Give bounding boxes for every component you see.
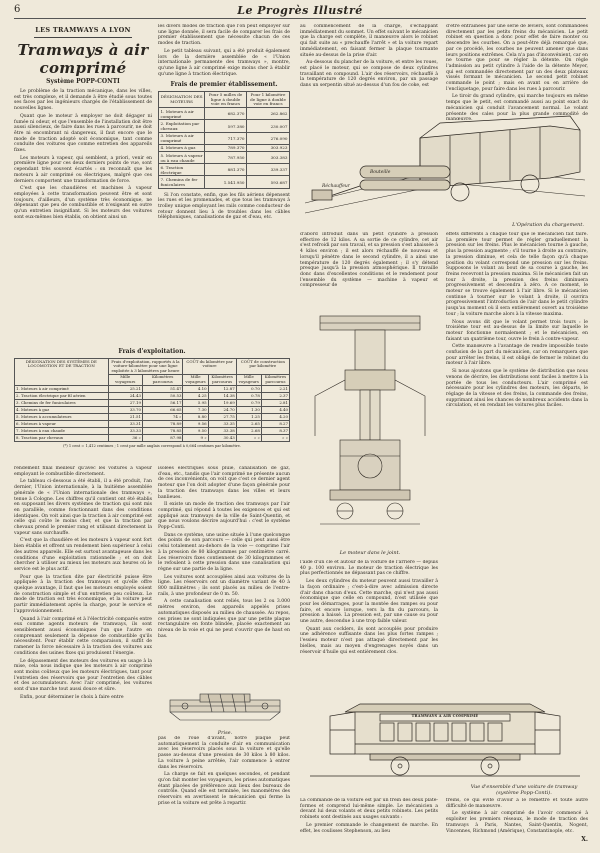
column-4-mid: [446, 232, 588, 552]
paragraph: Enfin, pour déterminer le choix à faire entre: [20, 694, 124, 700]
row-label: 6. Traction électrique: [159, 164, 205, 176]
table-row: [15, 406, 290, 413]
table-cell: 27.75: [208, 413, 236, 420]
column-3-mid: [300, 232, 438, 304]
table-cell: 33.38: [208, 427, 236, 434]
table-cell: 8.27: [261, 420, 289, 427]
table-cell: 9.50: [183, 427, 208, 434]
table-cell: 717.370: [205, 132, 247, 144]
figure-caption: Le moteur dans le joint.: [339, 550, 401, 556]
table-row: [159, 164, 290, 176]
table-cell: 597.380: [205, 120, 247, 132]
table-cell: 4.25: [183, 392, 208, 399]
tram-illustration: [300, 690, 588, 780]
table-cell: 0.79: [236, 399, 261, 406]
row-label: 7. Moteurs à eau chaude: [15, 427, 109, 434]
paragraph: l'aide d'un clé et autour de la voiture de l'arrière — depuis 40 p. 100 environ. Le moteur de traction électrique les plus perfectionnés ne dépassant pas ce chiffre.: [300, 560, 438, 577]
table-header: DÉSIGNATION DES SYSTÈMES DE LOCOMOTION ET DE TRACTION: [15, 359, 109, 386]
table-row: [15, 392, 290, 399]
table-cell: 2.21: [261, 385, 289, 392]
figure-prise: [160, 688, 290, 734]
figure-label-bouteille: Bouteille: [370, 170, 391, 175]
chargement-illustration: [300, 108, 588, 220]
column-2-bottom: [158, 466, 290, 686]
table-cell: 33.35: [208, 420, 236, 427]
signature: X.: [581, 836, 588, 844]
table-cell: 36 »: [108, 434, 142, 441]
paragraph: Les deux cylindres du moteur peuvent aussi travailler à la façon ordinaire ; c'est-à-dire avec admission directe d'air dans chacun d'eux. Cette marche, qui n'est pas aussi économique que celle en compound, n'est utilisée que pour les démarrages, pour la montée des rampes ou pour faire, et encore lorsque, vers la fin du parcours, la pression a baissé. La pression est, par une cause ou pour une autre, descendue à une trop faible valeur.: [300, 579, 438, 625]
table-cell: 33.31: [108, 420, 142, 427]
figure-caption: Prise.: [217, 730, 233, 736]
paragraph: Le tiroir du grand cylindre, qui marche toujours en même temps que le petit, est commandé aussi au point exact du mécanicien qui conduit l'avancement normal. Le volant présente des cales pour la plus grande commodité de manœuvre.: [446, 94, 588, 123]
paragraph: Les voitures sont accouplées ainsi aux voitures de la ligne. Les réservoirs ont un diamètre variant de 40 à 800 millimètres ; ils sont placés au milieu de l'entre-rails, à une profondeur de 0 m. 50.: [158, 574, 290, 597]
table-cell: » »: [261, 434, 289, 441]
table-cell: 78.85: [142, 427, 182, 434]
paragraph: La commande de la voiture est par un frein des deux plate-formes et comprend lui-même simple. Le mécanicien a devant lui deux volants et deux petits robinets. Les petits robinets sont destinés aux usages suivants :: [300, 798, 438, 821]
table-row: [159, 108, 290, 120]
table-cell: 5.95: [183, 399, 208, 406]
table-row: [15, 399, 290, 406]
table-row: [15, 385, 290, 392]
moteur-illustration: [300, 306, 440, 546]
table-cell: 276.090: [247, 132, 290, 144]
paragraph: les divers modes de traction que l'on peut employer sur une ligne donnée, il sera facile de comparer les frais de premier établissement que nécessite chacun de ces modes de traction.: [158, 24, 290, 47]
table-row: [159, 132, 290, 144]
row-label: 1. Moteurs à air comprimé: [15, 385, 109, 392]
figure-chargement: [300, 108, 588, 228]
table-cell: 303.923: [247, 144, 290, 151]
table-cell: 4.20: [261, 413, 289, 420]
figure-caption: Vue d'ensemble d'une voiture de tramway (système Popp-Conti).: [470, 784, 578, 796]
table-header: COÛT de construction par kilomètre: [236, 359, 289, 375]
article-subtitle: Système POPP-CONTI: [46, 78, 120, 85]
table-etablissement: [158, 91, 290, 188]
table-row: [15, 420, 290, 427]
table-cell: 789.370: [205, 144, 247, 151]
table-cell: 2.37: [261, 392, 289, 399]
table-cell: 2.68: [236, 427, 261, 434]
table-cell: 2.65: [236, 420, 261, 427]
table-cell: 14.38: [208, 392, 236, 399]
table-cell: 33.33: [108, 427, 142, 434]
paragraph: C'est que la chaudière et les moteurs à vapeur sont fort bien établis et offrent un rendement bien supérieur à celui des autres appareils. Elle est surtout avantageuse dans les conditions d'une exploitation rationnelle ; et on doit chercher à utiliser au mieux les moteurs aux heures où le service est le plus actif.: [14, 538, 152, 572]
column-2-top: [158, 24, 290, 342]
paragraph: Le tableau ci-dessous a été établi, il a été produit, l'an dernier, l'Union internationale, à la huitième assemblée générale de « l'Union internationale des tramways », tenue à Cologne. Les chiffres qu'il contient ont été établis en supposant les divers systèmes de traction qui sont mis en parallèle, comme fonctionnant dans des conditions identiques. On voit ainsi que la traction à air comprimé est celle qui coûte le moins cher, et que la traction par chevaux prend le premier rang et utilisant directement la vapeur sans surchauffe.: [14, 479, 152, 536]
paragraph: Le petit tableau suivant, qui a été produit également lors de la dernière assemblée de « l'Union internationale permanente des tramways », montre, qu'une ligne à air comprimé exige moins cher à établir qu'une ligne à traction électrique.: [158, 48, 290, 77]
table-cell: 74 »: [142, 413, 182, 420]
masthead: Le Progrès Illustré: [237, 4, 363, 17]
tram-sign: TRAMWAYS A AIR COMPRIMÉ: [411, 714, 479, 718]
column-3-bottom: [300, 560, 438, 688]
table-cell: 0.78: [236, 392, 261, 399]
figure-tram: [300, 690, 588, 796]
table-exploitation: [14, 358, 290, 442]
paragraph: Quant aux cocklers, ils sont accouplés pour produire une adhérence suffisante dans les plus fortes rampes ; l'essieu moteur n'est pas attaqué directement par les bielles, mais au moyen d'engrenages noyés dans un réservoir d'huile qui est entièrement clos.: [300, 626, 438, 655]
paragraph: Pour que la traction dite par électricité puisse être appliquée à la traction des tramways et qu'elle offre quelque avantage, il faut que les moteurs employés soient de construction simple et d'un entretien peu coûteux. Le mode de traction est très économique, et la voiture peut partir immédiatement après la charge, pour le service et l'approvisionnement.: [14, 574, 152, 614]
table-cell: 51.47: [142, 385, 182, 392]
column-2-final: [158, 736, 290, 844]
table-cell: 1.541.950: [205, 176, 247, 188]
paragraph: Les moteurs à vapeur, qui semblent, a priori, venir en première ligne pour ces deux derniers points de vue, sont cependant très souvent écartés : on reconnaît que les moteurs à air comprimé ou électriques, malgré que ces derniers comportent une transformation de force.: [14, 155, 152, 184]
table-cell: 4.40: [261, 406, 289, 413]
table-cell: 33.70: [108, 406, 142, 413]
table-exploitation-heading: Frais d'exploitation.: [118, 348, 186, 355]
row-label: 5. Moteurs à vapeur ou à eau chaude: [159, 152, 205, 164]
table-cell: 56.17: [142, 399, 182, 406]
table-subheader: Kilomètres parcourus: [142, 374, 182, 385]
table-header: DÉSIGNATION DES MOTEURS: [159, 92, 205, 108]
table-cell: 0.70: [236, 385, 261, 392]
paragraph: isolées électriques sous pluie, canalisation de gaz, d'eau, etc., tandis que l'air comprimé ne présente aucun de ces inconvénients, on voit que c'est ce dernier agent moteur que l'on doit adopter d'une façon générale pour la traction des tramways dans les villes et leurs banlieues.: [158, 466, 290, 500]
paragraph: La charge se fait en quelques secondes, et pendant qu'on fait monter les voyageurs, les prises automatiques étant placées de préférence aux lieux des bureaux de contrôle. Quand elle est terminée, les manomètres des réservoirs en avertissent le mécanicien qui ferme la prise et la voiture est prête à repartir.: [158, 772, 290, 806]
row-label: 5. Moteurs à accumulateurs: [15, 413, 109, 420]
table-cell: 303.383: [247, 152, 290, 164]
table-row: [159, 120, 290, 132]
table-cell: 230.007: [247, 120, 290, 132]
table-cell: 1.30: [236, 406, 261, 413]
paragraph: freins, ce qui évite d'avoir à le remettre et toute autre difficulté de manœuvre.: [446, 798, 588, 809]
paragraph: pas de roue d'avant, notre plaque peut automatiquement la conduite d'air en communication avec les réservoirs placés sous la voiture et qu'elle passe au-dessus d'une pression de 30 kilos à 80 kilos. La voiture à peine arrêtée, l'air commence à entrer dans les réservoirs.: [158, 736, 290, 770]
table-cell: 78.89: [142, 420, 182, 427]
table-subheader: Kilomètres parcourus: [208, 374, 236, 385]
table-footnote: (*) 1 cent = 1,412 centimes ; 1 cent par mille anglais correspond à 0,664 centimes par kilomètre.: [63, 443, 241, 448]
table-cell: 50.53: [142, 392, 182, 399]
table-cell: 787.950: [205, 152, 247, 164]
paragraph: Si nous ajoutons que le système de distribution que nous venons de décrire, les distributions sont faciles à mettre à la portée de tous les conducteurs. L'air comprimé est nécessaire pour les cylindres des moteurs, les départs, le réglage de la vitesse et des freins, la commande des freins, supprimant ainsi les chances de nombreux accidents dans la circulation, et en rendant les voitures plus faciles.: [446, 369, 588, 409]
column-3-top: [300, 24, 438, 106]
table-header: COÛT du kilomètre par voiture: [183, 359, 236, 375]
paragraph: Le problème de la traction mécanique, dans les villes, est très complexe, et il demande à être étudié sous toutes ses faces par les ingénieurs chargés de l'établissement de nouvelles lignes.: [14, 89, 152, 112]
table-subheader: Mille voyageurs: [183, 374, 208, 385]
row-label: 3. Moteurs à air comprimé: [159, 132, 205, 144]
paragraph: Au-dessous du plancher de la voiture, et entre les roues, est placé le moteur, qui se compose de deux cylindres travaillant en compound. L'air des réservoirs, réchauffé à la température de 120 degrés environ, par un passage dans un serpentin situé au-dessus d'un fou de coke, est: [300, 60, 438, 89]
table-cell: 593.687: [247, 176, 290, 188]
row-label: 3. Chemins de fer funiculaires: [15, 399, 109, 406]
table-subheader: Kilomètres parcourus: [261, 374, 289, 385]
column-4-final: [446, 798, 588, 846]
row-label: 4. Moteurs à gaz: [15, 406, 109, 413]
paragraph: Le système à air comprimé de l'avoir commencé à exploiter les premiers réseaux, le mode de traction des tramways à Paris, Nantes, Saint-Quentin, Nogent, Vincennes, Richmond (Amérique), Constantinople, etc.: [446, 811, 588, 834]
table-cell: 24.43: [108, 392, 142, 399]
row-label: 4. Moteurs à gaz: [159, 144, 205, 151]
table-cell: 9.56: [183, 420, 208, 427]
table-cell: 24.70: [208, 406, 236, 413]
table-cell: 12.87: [208, 385, 236, 392]
table-cell: 682.370: [205, 108, 247, 120]
table-row: [159, 144, 290, 151]
table-cell: 7.30: [183, 406, 208, 413]
column-1-bottom: [14, 466, 152, 844]
table-cell: 27.19: [108, 399, 142, 406]
paragraph: Le dépassement des moteurs des voitures en usage à la mise, cela nous indique que les moteurs à air comprimé sont moins coûteux que les moteurs électriques, tant pour l'entretien des réservoirs que pour l'entretien des câbles et des accumulateurs. Avec l'air comprimé, les voitures sont d'une marche tout aussi douce et sûre.: [14, 658, 152, 693]
table-etablissement-heading: Frais de premier établissement.: [170, 81, 278, 89]
paragraph: Le premier commande le changement de marche. En effet, les coulisses Stephenson, au lieu: [300, 822, 438, 834]
table-cell: 1.25: [236, 413, 261, 420]
table-cell: 881.370: [205, 164, 247, 176]
table-cell: 262.862: [247, 108, 290, 120]
table-row: [159, 152, 290, 164]
row-label: 6. Moteurs à vapeur: [15, 420, 109, 427]
row-label: 2. Traction électrique par fil aérien: [15, 392, 109, 399]
table-cell: 2.81: [261, 399, 289, 406]
row-label: 7. Chemins de fer funiculaires: [159, 176, 205, 188]
table-subheader: Mille voyageurs: [108, 374, 142, 385]
paragraph: d'abord introduit dans un petit cylindre à pression effective de 12 kilos. A sa sortie de ce cylindre, cet air s'est refroidi par son travail, et sa pression s'est abaissée à 4 kilos environ ; il est alors réchauffé de nouveau et lorsqu'il pénètre dans le second cylindre, il a ainsi une température de 120 degrés également ; il s'y détend presque jusqu'à la pression atmosphérique. Il travaille donc dans d'excellentes conditions et le rendement pour l'ensemble du système — machine à vapeur et compresseur de: [300, 232, 438, 289]
paragraph: Il existe un mode de traction des tramways par l'air comprimé, qui répond à toutes les exigences et qui est appliqué aux tramways de la ville de Saint-Quentin, et que nous voulons décrire aujourd'hui : c'est le système Popp-Conti.: [158, 502, 290, 531]
paragraph: d'être entraînées par une série de leviers, sont commandées directement par les petits freins du mécanicien. Le petit robinet en question a donc pour effet de faire monter ou descendre les courbes. On a peut-être déjà remarqué que, par ce procédé, les courbes ne peuvent amener que dans leurs positions extrêmes. Cela n'a pas d'inconvénient, car en ne tourne que pour se régler la détente. On règle l'admission au petit cylindre à l'aide de la détente Meyer, qui est commandée directement par un des deux plateaux vissés formant le mécanicien. Le second petit robinet commande le point ; mais en avant ou en arrière de l'encliquetage, pour faire dans les rues à parcourir.: [446, 24, 588, 92]
table-header: Pour 5 milles de ligne à double voie en francs: [205, 92, 247, 108]
paragraph: Nous avons dit que le volant permet trois tours : le troisième tour est au-dessus de la limite sur laquelle le moteur fonctionne normalement ; et le mécanicien, en faisant un quatrième tour, ouvre le frein à contre-vapeur.: [446, 319, 588, 342]
figure-label-rechauffeur: Réchauffeur: [322, 184, 350, 189]
prise-illustration: [160, 688, 290, 726]
table-cell: 87.98: [142, 434, 182, 441]
table-header: Pour 1 kilomètre de ligne à double voie en francs: [247, 92, 290, 108]
paragraph: C'est que les chaudières et machines à vapeur employées à cette transformation peuvent être et sont toujours, d'ailleurs, d'un système très économique, ne dépensant que peu de combustible et n'exigeant en outre qu'un entretien insignifiant. Si les moteurs des voitures sont eux-mêmes bien établis, on obtient ainsi un: [14, 186, 152, 220]
table-cell: 9 »: [183, 434, 208, 441]
page-header: [14, 4, 586, 19]
page-number: 6: [14, 4, 21, 15]
paragraph: A cette canalisation sont reliés, tous les 2 ou 3.000 mètres environ, des appareils appelés prises automatiques disposés au milieu de chaussée. Au repos, ces prises ne sont indiquées que par une petite plaque rectangulaire en fonte blindée, placée exactement au niveau de la voie et qui ne peut s'ouvrir que de haut en bas.: [158, 599, 290, 639]
paragraph: Quand à l'air comprimé et à l'électricité comparés entre eux comme agents moteurs de tramways, ils sont sensiblement aussi économiques l'un que l'autre en comprenant seulement la dépense de combustible qu'ils nécessitent. Pour établir cette comparaison, il suffit de ramener la force nécessaire à la traction des voitures aux conditions des usines fixes qui produisent l'énergie.: [14, 616, 152, 656]
table-cell: 339.337: [247, 164, 290, 176]
exploitation-block: [14, 344, 290, 462]
table-cell: 4.10: [183, 385, 208, 392]
paragraph: Quant que le moteur à employer ne doit dégager ni fumée ni odeur, et que l'ensemble de l'installation doit être aussi silencieux, de faire dans les rues à parcourir, ne doit être ni encombrant ni dangereux, il faut encore que le mode de traction adopté soit économique, tant comme conduite des voitures que comme entretien des appareils fixes.: [14, 113, 152, 154]
table-cell: 8.37: [261, 427, 289, 434]
paragraph: au commencement de la charge, s'échappant immédiatement du sommet. Un effet suivant le mécanicien que la charge est complète, il manœuvre alors le robinet qui fait suite au « prechauffe l'arrêt » et la voiture repart immédiatement, en faisant fermer la plaque tournante située au-dessus de la prise d'air.: [300, 24, 438, 58]
figure-moteur: [300, 306, 440, 556]
paragraph: Cette manœuvre a l'avantage de rendre impossible toute confusion de la part du mécanicien, car on remarquera que pour arrêter les freins, il est obligé de fermer le robinet du moteur à l'air libre.: [446, 344, 588, 367]
table-cell: 21.51: [108, 413, 142, 420]
article-rubric: LES TRAMWAYS A LYON: [35, 26, 131, 34]
table-cell: 66.65: [142, 406, 182, 413]
table-row: [15, 434, 290, 441]
paragraph: Si l'on constate, enfin, que les fils aériens dépensent les rues et les promenades, et que tous les tramways à trolley unique employant les rails comme conducteur de retour donnent lieu à de troubles dans les câbles téléphoniques, canalisations de gaz et d'eau, etc.: [158, 192, 290, 221]
column-3-final: [300, 798, 438, 846]
article-title: Tramways à air comprimé: [17, 41, 149, 77]
table-row: [15, 413, 290, 420]
table-header: Frais d'exploitation, rapportés à la voiture-kilomètre pour une ligne exploitée à 3 kilomètres par heure: [108, 359, 183, 375]
table-cell: 25.21: [108, 385, 142, 392]
row-label: 8. Traction par chevaux: [15, 434, 109, 441]
table-cell: » »: [236, 434, 261, 441]
paragraph: effets différents à chaque tour que le mécanicien fait faire. La première tour permet de régler graduellement la pression sur les freins. Plus le mécanicien tourne à gauche, plus la pression augmente ; s'il tourne à droite au contraire, la pression diminue, et cela de telle façon qu'à chaque position du volant correspond une pression sur les freins. Supposons le volant au bout de sa course à gauche, les freins recevront la pression maxima. Si le mécanicien fait un tour à droite, la pression des freins diminuera progressivement et descendra à zéro. A ce moment, le moteur se trouve également à l'air libre. Si le mécanicien continue à tourner sur le volant à droite, il ouvrira progressivement l'introduction de l'air dans le petit cylindre jusqu'au moment où il sera entièrement ouvert au troisième tour ; la voiture marche alors à la vitesse maxima.: [446, 232, 588, 317]
table-cell: 8.80: [183, 413, 208, 420]
figure-caption: L'Opération du chargement.: [512, 222, 584, 228]
table-row: [15, 427, 290, 434]
table-row: [159, 176, 290, 188]
column-1: [14, 24, 152, 344]
paragraph: rendement final meilleur qu'avec les voitures à vapeur employant le combustible directement.: [14, 466, 152, 477]
paragraph: Dans ce système, une usine située à l'une quelconque des points de son parcours — celle qui peut aussi être celui totalement au-dehors de la voie — comprime l'air à la pression de 80 kilogrammes par centimètre carré. Les réservoirs fixes contiennent de 30 kilogrammes et le refoulent à cette pression dans une canalisation qui règne sur une partie de la ligne.: [158, 532, 290, 572]
row-label: 1. Moteurs à air comprimé: [159, 108, 205, 120]
table-subheader: Mille voyageurs: [236, 374, 261, 385]
table-cell: 30.43: [208, 434, 236, 441]
table-cell: 19.69: [208, 399, 236, 406]
row-label: 2. Exploitation par chevaux: [159, 120, 205, 132]
